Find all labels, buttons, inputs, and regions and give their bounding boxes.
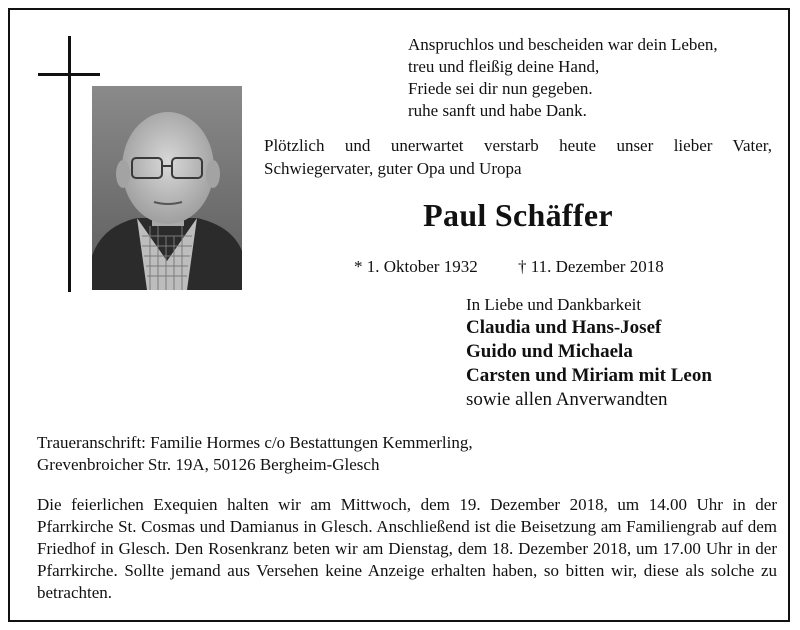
- obituary-notice: [8, 8, 790, 622]
- death-date: † 11. Dezember 2018: [518, 257, 664, 276]
- portrait-icon: [92, 86, 242, 290]
- deceased-name: Paul Schäffer: [423, 197, 613, 233]
- memorial-poem: [408, 34, 778, 122]
- poem-line: ruhe sanft und habe Dank.: [408, 101, 587, 120]
- family-member: Claudia und Hans-Josef: [466, 317, 662, 338]
- family-member: Carsten und Miriam mit Leon: [466, 365, 712, 386]
- portrait-photo: [92, 86, 242, 290]
- address-line: Traueranschrift: Familie Hormes c/o Bestattungen Kemmerling,: [37, 433, 473, 452]
- birth-date: * 1. Oktober 1932: [354, 257, 478, 276]
- family-closing: sowie allen Anverwandten: [466, 389, 668, 410]
- family-intro: In Liebe und Dankbarkeit: [466, 295, 642, 314]
- family-member: Guido und Michaela: [466, 341, 633, 362]
- death-announcement: Plötzlich und unerwartet verstarb heute unser lieber Vater, Schwiegervater, guter Opa und Uropa: [264, 136, 772, 178]
- mourning-address: [37, 432, 777, 476]
- poem-line: Anspruchlos und bescheiden war dein Leben,: [408, 35, 718, 54]
- poem-line: treu und fleißig deine Hand,: [408, 57, 600, 76]
- poem-line: Friede sei dir nun gegeben.: [408, 79, 593, 98]
- service-information: Die feierlichen Exequien halten wir am Mittwoch, dem 19. Dezember 2018, um 14.00 Uhr in der Pfarrkirche St. Cosmas und Damianus in Glesch. Anschließend ist die Beisetzung am Familiengrab auf dem Friedhof in Glesch. Den Rosenkranz beten wir am Dienstag, dem 18. Dezember 2018, um 17.00 Uhr in der Pfarrkirche. Sollte jemand aus Versehen keine Anzeige erhalten haben, so bitten wir, diese als solche zu betrachten.: [37, 495, 777, 602]
- mourning-family: [466, 294, 786, 412]
- cross-icon-bar: [38, 73, 100, 76]
- address-line: Grevenbroicher Str. 19A, 50126 Bergheim-Glesch: [37, 455, 380, 474]
